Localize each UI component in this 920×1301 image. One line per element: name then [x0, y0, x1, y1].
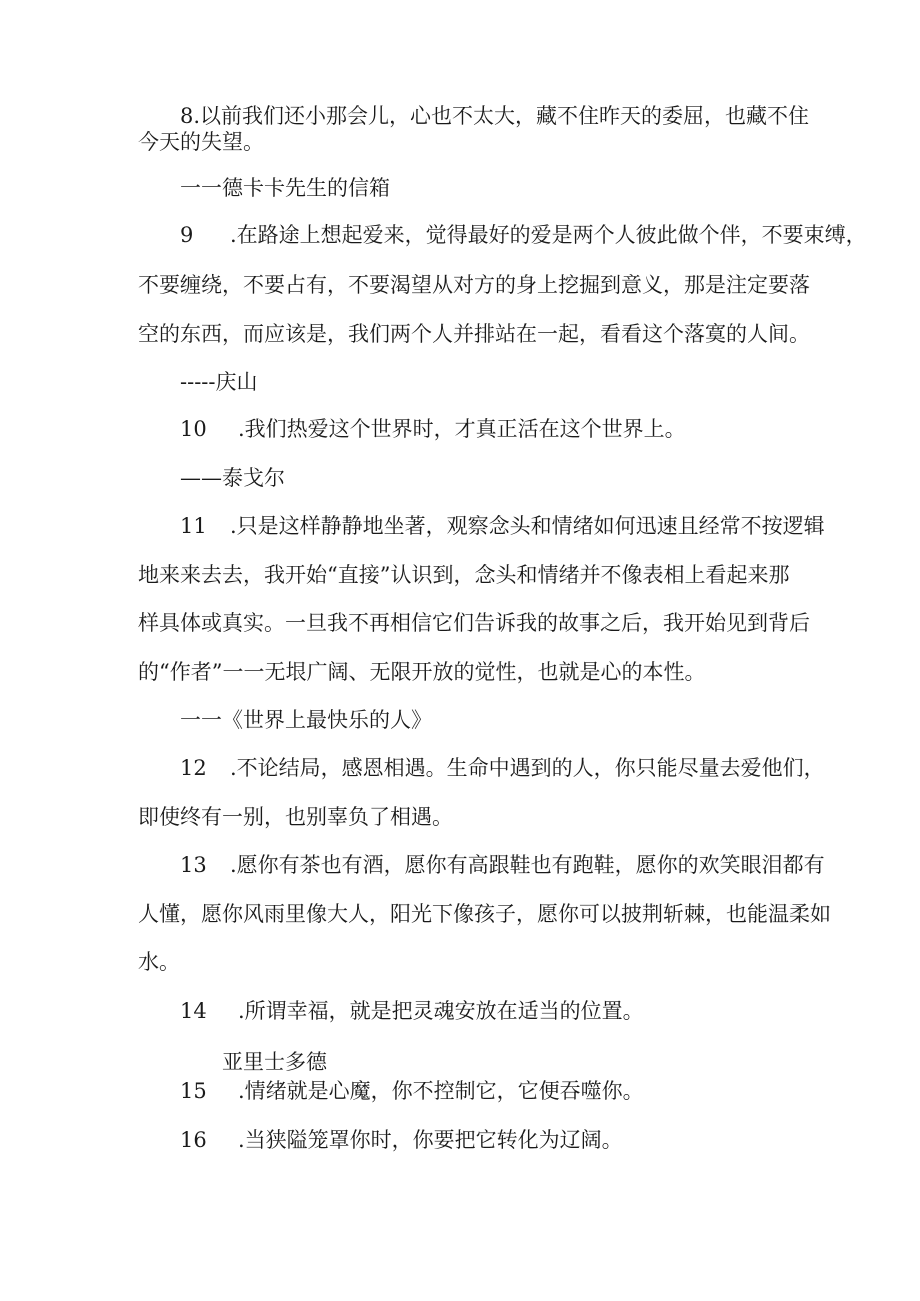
quote-9-number: 9: [180, 223, 194, 247]
quote-11-line-3: 样具体或真实。一旦我不再相信它们告诉我的故事之后，我开始见到背后: [138, 611, 810, 635]
quote-12-number: 12: [180, 756, 207, 780]
quote-13-line-3: 水。: [138, 950, 180, 974]
quote-13-text-1: .愿你有茶也有酒，愿你有高跟鞋也有跑鞋，愿你的欢笑眼泪都有: [230, 853, 825, 877]
quote-10-attribution: ——泰戈尔: [180, 466, 285, 490]
quote-9-line-2: 不要缠绕，不要占有，不要渴望从对方的身上挖掘到意义，那是注定要落: [138, 273, 810, 297]
quote-12-text-1: .不论结局，感恩相遇。生命中遇到的人，你只能尽量去爱他们，: [230, 756, 825, 780]
quote-11-line-4: 的“作者”一一无垠广阔、无限开放的觉性，也就是心的本性。: [138, 660, 706, 684]
quote-9-text-1: .在路途上想起爱来，觉得最好的爱是两个人彼此做个伴，不要束缚，: [230, 223, 867, 247]
quote-10-number: 10: [180, 417, 207, 441]
quote-9-line-3: 空的东西，而应该是，我们两个人并排站在一起，看看这个落寞的人间。: [138, 322, 810, 346]
quote-13-line-1: [180, 852, 825, 878]
quote-16-text: .当狭隘笼罩你时，你要把它转化为辽阔。: [238, 1128, 623, 1152]
quote-16-number: 16: [180, 1128, 207, 1152]
quote-10-text: .我们热爱这个世界时，才真正活在这个世界上。: [238, 417, 686, 441]
quote-11-line-2: 地来来去去，我开始“直接”认识到，念头和情绪并不像表相上看起来那: [138, 563, 790, 587]
quote-13-number: 13: [180, 853, 207, 877]
quote-11-line-1: [180, 513, 825, 539]
quote-15-number: 15: [180, 1079, 207, 1103]
quote-14-attribution: 亚里士多德: [222, 1050, 327, 1074]
quote-9-line-1: [180, 222, 867, 248]
quote-9-attribution: -----庆山: [180, 370, 258, 394]
quote-15-text: .情绪就是心魔，你不控制它，它便吞噬你。: [238, 1079, 644, 1103]
quote-12-line-2: 即使终有一别，也别辜负了相遇。: [138, 805, 453, 829]
quote-8-attribution: 一一德卡卡先生的信箱: [180, 176, 390, 200]
quote-11-text-1: .只是这样静静地坐著，观察念头和情绪如何迅速且经常不按逻辑: [230, 514, 825, 538]
quote-15-line: [180, 1078, 644, 1104]
quote-10-line: [180, 416, 686, 442]
quote-8-line-1: 8.以前我们还小那会儿，心也不太大，藏不住昨天的委屈，也藏不住: [180, 104, 810, 128]
quote-14-number: 14: [180, 999, 207, 1023]
quote-11-number: 11: [180, 514, 207, 538]
quote-16-line: [180, 1127, 623, 1153]
quote-12-line-1: [180, 755, 825, 781]
quote-13-line-2: 人懂，愿你风雨里像大人，阳光下像孩子，愿你可以披荆斩棘，也能温柔如: [138, 902, 831, 926]
quote-14-text: .所谓幸福，就是把灵魂安放在适当的位置。: [238, 999, 644, 1023]
quote-14-line: [180, 998, 644, 1024]
quote-8-line-2: 今天的失望。: [138, 130, 264, 154]
quote-11-attribution: 一一《世界上最快乐的人》: [180, 708, 432, 732]
